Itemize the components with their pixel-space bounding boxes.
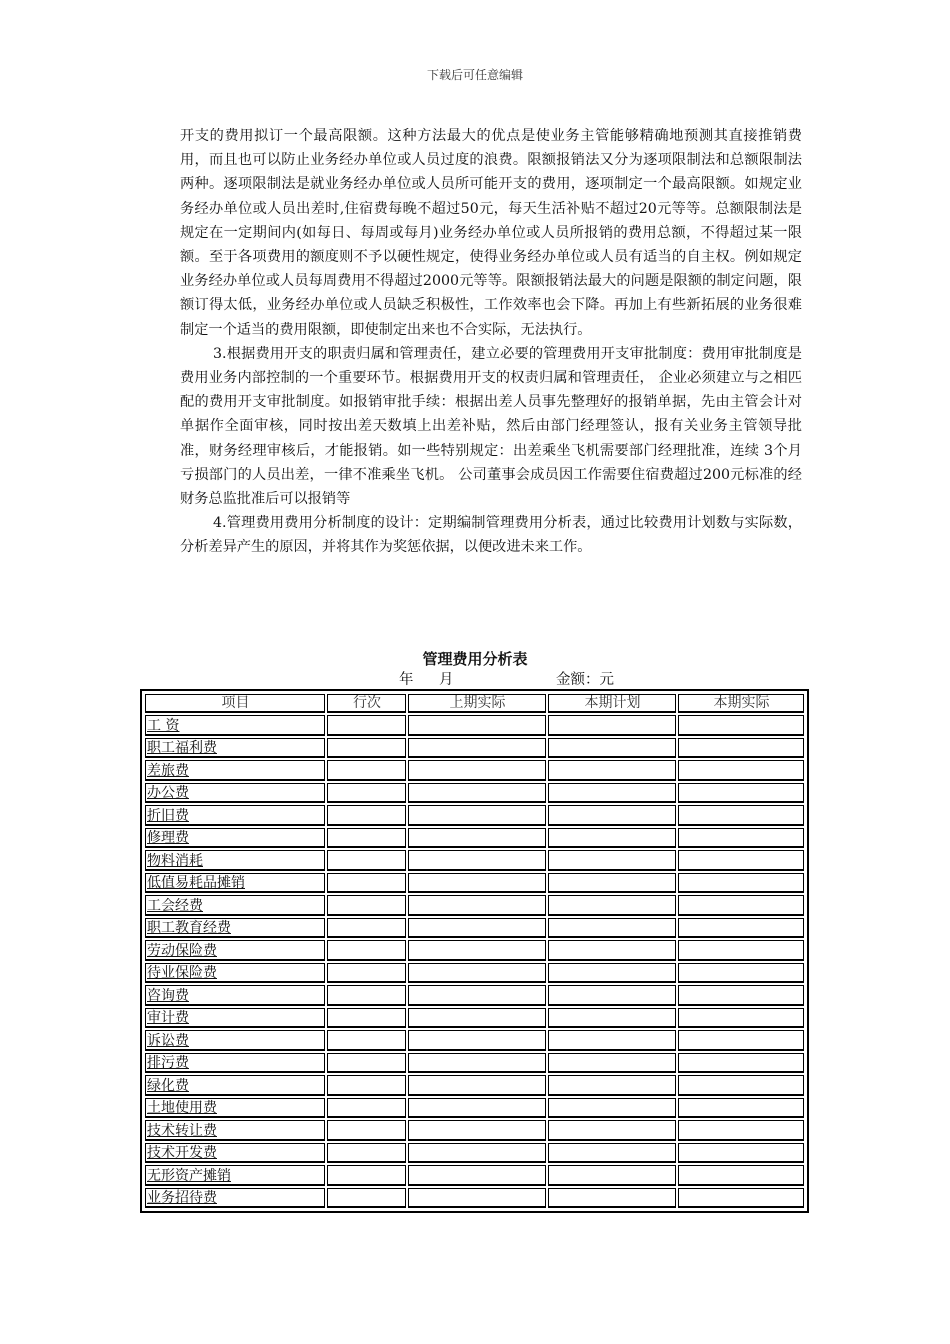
year-label: 年 xyxy=(399,672,414,688)
line-no-cell[interactable] xyxy=(327,985,406,1006)
current-plan-cell[interactable] xyxy=(548,873,676,894)
line-no-cell[interactable] xyxy=(327,1098,406,1119)
line-no-cell[interactable] xyxy=(327,760,406,781)
current-actual-cell[interactable] xyxy=(678,783,804,804)
table-row xyxy=(145,895,804,916)
row-item-label: 绿化费 xyxy=(145,1075,325,1096)
row-item-label: 待业保险费 xyxy=(145,963,325,984)
current-plan-cell[interactable] xyxy=(548,1188,676,1209)
current-plan-cell[interactable] xyxy=(548,963,676,984)
prior-actual-cell[interactable] xyxy=(408,873,546,894)
current-actual-cell[interactable] xyxy=(678,850,804,871)
table-row xyxy=(145,963,804,984)
line-no-cell[interactable] xyxy=(327,895,406,916)
current-plan-cell[interactable] xyxy=(548,1098,676,1119)
row-item-label: 技术开发费 xyxy=(145,1143,325,1164)
column-header-prior-actual: 上期实际 xyxy=(408,694,546,713)
line-no-cell[interactable] xyxy=(327,918,406,939)
table-header-row xyxy=(145,694,804,713)
line-no-cell[interactable] xyxy=(327,940,406,961)
current-actual-cell[interactable] xyxy=(678,895,804,916)
row-item-label: 咨询费 xyxy=(145,985,325,1006)
current-plan-cell[interactable] xyxy=(548,1030,676,1051)
current-plan-cell[interactable] xyxy=(548,828,676,849)
line-no-cell[interactable] xyxy=(327,1053,406,1074)
line-no-cell[interactable] xyxy=(327,873,406,894)
line-no-cell[interactable] xyxy=(327,783,406,804)
row-item-label: 职工福利费 xyxy=(145,738,325,759)
current-actual-cell[interactable] xyxy=(678,1098,804,1119)
current-plan-cell[interactable] xyxy=(548,805,676,826)
prior-actual-cell[interactable] xyxy=(408,1075,546,1096)
current-actual-cell[interactable] xyxy=(678,985,804,1006)
prior-actual-cell[interactable] xyxy=(408,963,546,984)
row-item-label: 物料消耗 xyxy=(145,850,325,871)
row-item-label: 工 资 xyxy=(145,715,325,736)
line-no-cell[interactable] xyxy=(327,1120,406,1141)
line-no-cell[interactable] xyxy=(327,1188,406,1209)
prior-actual-cell[interactable] xyxy=(408,805,546,826)
current-plan-cell[interactable] xyxy=(548,985,676,1006)
current-actual-cell[interactable] xyxy=(678,963,804,984)
line-no-cell[interactable] xyxy=(327,1075,406,1096)
row-item-label: 无形资产摊销 xyxy=(145,1165,325,1186)
prior-actual-cell[interactable] xyxy=(408,738,546,759)
prior-actual-cell[interactable] xyxy=(408,895,546,916)
table-row xyxy=(145,1098,804,1119)
current-plan-cell[interactable] xyxy=(548,738,676,759)
table-row xyxy=(145,715,804,736)
prior-actual-cell[interactable] xyxy=(408,985,546,1006)
prior-actual-cell[interactable] xyxy=(408,1030,546,1051)
table-row xyxy=(145,850,804,871)
prior-actual-cell[interactable] xyxy=(408,783,546,804)
page-header-note: 下载后可任意编辑 xyxy=(426,68,523,82)
row-item-label: 土地使用费 xyxy=(145,1098,325,1119)
line-no-cell[interactable] xyxy=(327,1008,406,1029)
prior-actual-cell[interactable] xyxy=(408,828,546,849)
line-no-cell[interactable] xyxy=(327,1165,406,1186)
table-row xyxy=(145,1165,804,1186)
column-header-line-no: 行次 xyxy=(327,694,406,713)
table-row xyxy=(145,1188,804,1209)
table-row xyxy=(145,828,804,849)
table-row xyxy=(145,805,804,826)
table-row xyxy=(145,760,804,781)
current-plan-cell[interactable] xyxy=(548,1075,676,1096)
current-actual-cell[interactable] xyxy=(678,1165,804,1186)
current-actual-cell[interactable] xyxy=(678,828,804,849)
line-no-cell[interactable] xyxy=(327,963,406,984)
current-actual-cell[interactable] xyxy=(678,1030,804,1051)
line-no-cell[interactable] xyxy=(327,1143,406,1164)
current-plan-cell[interactable] xyxy=(548,715,676,736)
column-header-current-plan: 本期计划 xyxy=(548,694,676,713)
row-item-label: 审计费 xyxy=(145,1008,325,1029)
column-header-item: 项目 xyxy=(145,694,325,713)
current-plan-cell[interactable] xyxy=(548,1165,676,1186)
prior-actual-cell[interactable] xyxy=(408,1165,546,1186)
expense-analysis-table xyxy=(140,689,809,1213)
prior-actual-cell[interactable] xyxy=(408,760,546,781)
current-actual-cell[interactable] xyxy=(678,805,804,826)
line-no-cell[interactable] xyxy=(327,850,406,871)
prior-actual-cell[interactable] xyxy=(408,940,546,961)
table-subtitle xyxy=(399,668,614,689)
table-row xyxy=(145,1120,804,1141)
paragraph-approval-system: 3.根据费用开支的职责归属和管理责任，建立必要的管理费用开支审批制度：费用审批制度是费用业务内部控制的一个重要环节。根据费用开支的权责归属和管理责任， 企业必须建立与之相匹配的费用开支审批制度。如报销审批手续：根据出差人员事先整理好的报销单据，先由主管会计对单据作全面审核，同时按出差天数填上出差补贴，然后由部门经理签认，报有关业务主管领导批准，财务经理审核后，才能报销。如一些特别规定：出差乘坐飞机需要部门经理批准，连续 3个月亏损部门的人员出差，一律不准乘坐飞机。 公司董事会成员因工作需要住宿费超过200元标准的经财务总监批准后可以报销等 xyxy=(180,345,802,508)
current-plan-cell[interactable] xyxy=(548,940,676,961)
prior-actual-cell[interactable] xyxy=(408,850,546,871)
current-plan-cell[interactable] xyxy=(548,783,676,804)
table-row xyxy=(145,783,804,804)
row-item-label: 职工教育经费 xyxy=(145,918,325,939)
table-row xyxy=(145,1143,804,1164)
current-plan-cell[interactable] xyxy=(548,1053,676,1074)
line-no-cell[interactable] xyxy=(327,1030,406,1051)
row-item-label: 技术转让费 xyxy=(145,1120,325,1141)
current-plan-cell[interactable] xyxy=(548,918,676,939)
column-header-current-actual: 本期实际 xyxy=(678,694,804,713)
current-plan-cell[interactable] xyxy=(548,895,676,916)
current-actual-cell[interactable] xyxy=(678,1075,804,1096)
current-actual-cell[interactable] xyxy=(678,1143,804,1164)
current-actual-cell[interactable] xyxy=(678,738,804,759)
table-row xyxy=(145,985,804,1006)
prior-actual-cell[interactable] xyxy=(408,1098,546,1119)
current-actual-cell[interactable] xyxy=(678,1008,804,1029)
line-no-cell[interactable] xyxy=(327,738,406,759)
prior-actual-cell[interactable] xyxy=(408,1143,546,1164)
row-item-label: 业务招待费 xyxy=(145,1188,325,1209)
row-item-label: 排污费 xyxy=(145,1053,325,1074)
current-actual-cell[interactable] xyxy=(678,1188,804,1209)
row-item-label: 低值易耗品摊销 xyxy=(145,873,325,894)
current-plan-cell[interactable] xyxy=(548,1143,676,1164)
body-text xyxy=(180,124,802,560)
current-plan-cell[interactable] xyxy=(548,760,676,781)
table-row xyxy=(145,1008,804,1029)
prior-actual-cell[interactable] xyxy=(408,1053,546,1074)
table-row xyxy=(145,918,804,939)
row-item-label: 办公费 xyxy=(145,783,325,804)
table-row xyxy=(145,738,804,759)
prior-actual-cell[interactable] xyxy=(408,1008,546,1029)
line-no-cell[interactable] xyxy=(327,828,406,849)
table-row xyxy=(145,940,804,961)
row-item-label: 工会经费 xyxy=(145,895,325,916)
amount-label: 金额：元 xyxy=(556,672,614,688)
current-actual-cell[interactable] xyxy=(678,940,804,961)
prior-actual-cell[interactable] xyxy=(408,918,546,939)
line-no-cell[interactable] xyxy=(327,805,406,826)
prior-actual-cell[interactable] xyxy=(408,715,546,736)
table-body xyxy=(145,715,804,1208)
current-plan-cell[interactable] xyxy=(548,1008,676,1029)
line-no-cell[interactable] xyxy=(327,715,406,736)
table-row xyxy=(145,873,804,894)
row-item-label: 修理费 xyxy=(145,828,325,849)
current-actual-cell[interactable] xyxy=(678,1053,804,1074)
current-plan-cell[interactable] xyxy=(548,850,676,871)
row-item-label: 折旧费 xyxy=(145,805,325,826)
prior-actual-cell[interactable] xyxy=(408,1188,546,1209)
table-row xyxy=(145,1030,804,1051)
row-item-label: 劳动保险费 xyxy=(145,940,325,961)
table-row xyxy=(145,1075,804,1096)
month-label: 月 xyxy=(439,672,454,688)
row-item-label: 差旅费 xyxy=(145,760,325,781)
paragraph-analysis-system: 4.管理费用费用分析制度的设计：定期编制管理费用分析表，通过比较费用计划数与实际数，分析差异产生的原因，并将其作为奖惩依据，以便改进未来工作。 xyxy=(180,515,802,556)
current-actual-cell[interactable] xyxy=(678,873,804,894)
paragraph-limit-method: 开支的费用拟订一个最高限额。这种方法最大的优点是使业务主管能够精确地预测其直接推销费用，而且也可以防止业务经办单位或人员过度的浪费。限额报销法又分为逐项限制法和总额限制法两种。逐项限制法是就业务经办单位或人员所可能开支的费用，逐项制定一个最高限额。如规定业务经办单位或人员出差时,住宿费每晚不超过50元，每天生活补贴不超过20元等等。总额限制法是规定在一定期间内(如每日、每周或每月)业务经办单位或人员所报销的费用总额，不得超过某一限额。至于各项费用的额度则不予以硬性规定，使得业务经办单位或人员有适当的自主权。例如规定业务经办单位或人员每周费用不得超过2000元等等。限额报销法最大的问题是限额的制定问题，限额订得太低，业务经办单位或人员缺乏积极性，工作效率也会下降。再加上有些新拓展的业务很难制定一个适当的费用限额，即使制定出来也不合实际，无法执行。 xyxy=(180,128,802,338)
current-actual-cell[interactable] xyxy=(678,715,804,736)
table-title: 管理费用分析表 xyxy=(422,650,528,668)
row-item-label: 诉讼费 xyxy=(145,1030,325,1051)
table-row xyxy=(145,1053,804,1074)
prior-actual-cell[interactable] xyxy=(408,1120,546,1141)
current-actual-cell[interactable] xyxy=(678,760,804,781)
current-actual-cell[interactable] xyxy=(678,1120,804,1141)
current-plan-cell[interactable] xyxy=(548,1120,676,1141)
current-actual-cell[interactable] xyxy=(678,918,804,939)
